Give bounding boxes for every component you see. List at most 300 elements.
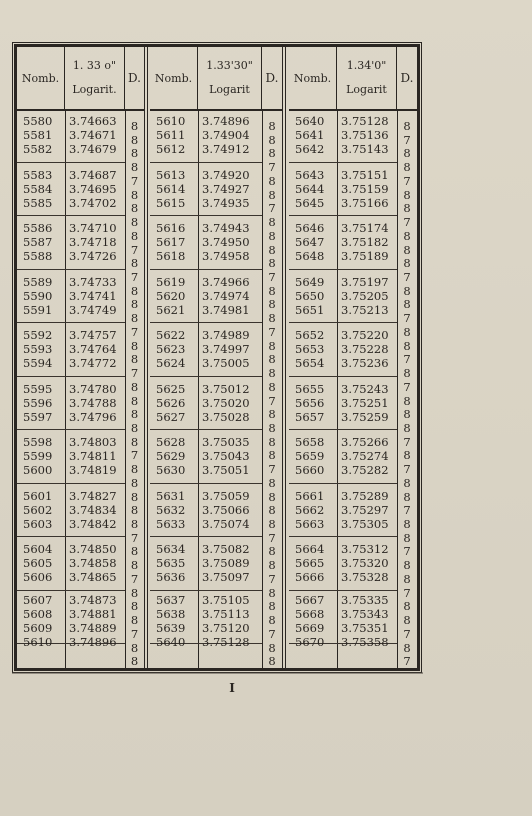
- table-row: [289, 621, 397, 635]
- difference-value: 8: [130, 599, 139, 614]
- number-cell: 5613: [156, 167, 186, 182]
- logarithm-cell: 3.74950: [202, 235, 250, 249]
- table-row: [289, 410, 397, 424]
- row-group: [289, 377, 397, 431]
- nomb-header: Nomb.: [150, 47, 198, 109]
- difference-value: 8: [403, 201, 411, 216]
- difference-value: 8: [130, 434, 139, 449]
- difference-header: D.: [400, 71, 414, 85]
- logarithm-cell: 3.74687: [69, 167, 117, 182]
- number-cell: 5623: [156, 342, 186, 356]
- number-cell: 5634: [156, 542, 186, 556]
- difference-value: 8: [403, 297, 411, 312]
- number-cell: 5640: [156, 634, 186, 649]
- logarithm-cell: 3.75189: [341, 249, 389, 263]
- difference-value: 8: [268, 146, 276, 161]
- difference-value: 8: [268, 640, 276, 655]
- logarithm-cell: 3.74819: [69, 463, 117, 477]
- row-group: [150, 216, 262, 270]
- number-cell: 5628: [156, 435, 186, 449]
- number-cell: 5642: [295, 142, 325, 156]
- difference-value: 8: [268, 585, 276, 600]
- logarithm-cell: 3.74881: [69, 606, 117, 621]
- difference-header: D.: [265, 71, 279, 85]
- number-cell: 5610: [156, 114, 186, 128]
- number-cell: 5655: [295, 381, 325, 396]
- number-cell: 5611: [156, 128, 186, 142]
- row-group: [150, 591, 262, 649]
- difference-value: 7: [268, 393, 276, 408]
- logarithm-cell: 3.75213: [341, 302, 389, 317]
- number-cell: 5612: [156, 142, 186, 156]
- difference-value: 7: [403, 462, 411, 477]
- difference-value: 8: [130, 393, 139, 408]
- row-group: [289, 537, 397, 591]
- difference-value: 8: [403, 448, 411, 463]
- table-row: [150, 635, 262, 649]
- difference-column: [262, 109, 282, 668]
- table-row: [17, 570, 125, 584]
- table-row: [17, 356, 125, 370]
- table-row: [17, 196, 125, 210]
- logarithm-cell: 3.75174: [341, 221, 389, 235]
- difference-value: 8: [403, 393, 411, 408]
- difference-value: 8: [268, 311, 276, 326]
- table-row: [17, 503, 125, 517]
- difference-value: 8: [403, 146, 411, 161]
- logarithm-cell: 3.74733: [69, 274, 117, 289]
- row-group: [289, 163, 397, 217]
- number-cell: 5602: [23, 502, 53, 517]
- table-row: [289, 303, 397, 317]
- logarithm-cell: 3.75035: [202, 435, 250, 449]
- number-cell: 5594: [23, 356, 53, 370]
- number-cell: 5670: [295, 634, 325, 649]
- row-group: [17, 430, 125, 484]
- logarithm-cell: 3.75220: [341, 328, 389, 342]
- number-cell: 5580: [23, 114, 53, 128]
- difference-value: 7: [403, 626, 411, 641]
- difference-value: 8: [268, 407, 276, 422]
- difference-value: 8: [403, 228, 411, 243]
- table-row: [17, 607, 125, 621]
- number-cell: 5599: [23, 449, 53, 463]
- table-row: [289, 342, 397, 356]
- logarithm-cell: 3.75082: [202, 542, 250, 556]
- difference-value: 8: [403, 517, 411, 532]
- row-group: [17, 216, 125, 270]
- table-row: [289, 114, 397, 128]
- difference-value: 7: [268, 201, 276, 216]
- number-cell: 5669: [295, 620, 325, 635]
- logarithm-cell: 3.75335: [341, 592, 389, 607]
- logarithm-cell: 3.75259: [341, 409, 389, 424]
- number-cell: 5624: [156, 356, 186, 370]
- number-cell: 5666: [295, 570, 325, 584]
- table-row: [150, 342, 262, 356]
- angle-label: 1.33'30": [206, 59, 253, 72]
- logarithm-cell: 3.75128: [202, 634, 250, 649]
- table-row: [150, 570, 262, 584]
- difference-value: 8: [403, 338, 411, 353]
- difference-value: 8: [130, 146, 139, 161]
- logarithm-cell: 3.75205: [341, 288, 389, 303]
- logarithm-cell: 3.75113: [202, 606, 250, 621]
- difference-value: 8: [268, 654, 276, 669]
- table-section-1: [17, 47, 148, 668]
- logarithm-cell: 3.75043: [202, 449, 250, 463]
- number-cell: 5610: [23, 634, 53, 649]
- table-row: [17, 517, 125, 531]
- logarithm-cell: 3.74749: [69, 302, 117, 317]
- number-cell: 5629: [156, 449, 186, 463]
- logarithm-cell: 3.75228: [341, 342, 389, 356]
- difference-value: 7: [130, 173, 139, 188]
- number-cell: 5636: [156, 570, 186, 584]
- logarithm-cell: 3.75005: [202, 356, 250, 370]
- logarithm-cell: 3.75243: [341, 381, 389, 396]
- table-row: [150, 489, 262, 503]
- row-group: [17, 270, 125, 324]
- logarithm-cell: 3.75128: [341, 114, 389, 128]
- number-cell: 5589: [23, 274, 53, 289]
- logarithm-cell: 3.74702: [69, 195, 117, 210]
- table-row: [289, 463, 397, 477]
- nomb-header: Nomb.: [17, 47, 65, 109]
- number-cell: 5597: [23, 409, 53, 424]
- row-group: [150, 537, 262, 591]
- table-row: [17, 463, 125, 477]
- logarithm-cell: 3.74796: [69, 409, 117, 424]
- difference-value: 8: [268, 448, 276, 463]
- table-row: [17, 328, 125, 342]
- table-row: [150, 621, 262, 635]
- table-row: [289, 607, 397, 621]
- number-cell: 5616: [156, 221, 186, 235]
- number-cell: 5641: [295, 128, 325, 142]
- row-group: [289, 484, 397, 538]
- number-cell: 5600: [23, 463, 53, 477]
- table-row: [150, 593, 262, 607]
- number-cell: 5581: [23, 128, 53, 142]
- table-row: [289, 570, 397, 584]
- logarithm-cell: 3.75074: [202, 516, 250, 531]
- row-group: [17, 109, 125, 163]
- logarithm-header: [65, 47, 125, 109]
- table-row: [17, 593, 125, 607]
- table-row: [150, 235, 262, 249]
- difference-value: 8: [268, 489, 276, 504]
- table-row: [150, 289, 262, 303]
- difference-value: 8: [403, 366, 411, 381]
- number-cell: 5587: [23, 235, 53, 249]
- number-cell: 5637: [156, 592, 186, 607]
- number-cell: 5590: [23, 288, 53, 303]
- number-cell: 5625: [156, 381, 186, 396]
- logarit-label: Logarit: [209, 83, 250, 96]
- table-row: [289, 235, 397, 249]
- difference-value: 8: [403, 324, 411, 339]
- difference-value: 8: [403, 119, 411, 133]
- logarithm-cell: 3.75312: [341, 542, 389, 556]
- angle-label: 1. 33 o": [72, 59, 117, 72]
- row-group: [289, 591, 397, 649]
- number-cell: 5639: [156, 620, 186, 635]
- difference-value: 7: [403, 379, 411, 394]
- table-row: [150, 463, 262, 477]
- logarithm-cell: 3.74981: [202, 302, 250, 317]
- row-group: [17, 163, 125, 217]
- table-row: [289, 275, 397, 289]
- row-group: [150, 323, 262, 377]
- logarithm-table: [14, 44, 420, 671]
- difference-value: 8: [403, 599, 411, 614]
- logarit-label: Logarit: [346, 83, 387, 96]
- number-cell: 5582: [23, 142, 53, 156]
- difference-value: 7: [130, 626, 139, 641]
- table-row: [17, 142, 125, 156]
- number-cell: 5588: [23, 249, 53, 263]
- number-cell: 5658: [295, 435, 325, 449]
- table-row: [150, 503, 262, 517]
- difference-value: 8: [268, 283, 276, 298]
- difference-value: 7: [130, 571, 139, 586]
- number-cell: 5632: [156, 502, 186, 517]
- table-row: [17, 275, 125, 289]
- logarithm-cell: 3.75136: [341, 128, 389, 142]
- table-row: [150, 114, 262, 128]
- difference-value: 8: [268, 558, 276, 573]
- difference-value: 8: [403, 242, 411, 257]
- logarithm-cell: 3.75166: [341, 195, 389, 210]
- table-row: [150, 275, 262, 289]
- number-cell: 5652: [295, 328, 325, 342]
- logarithm-cell: 3.74757: [69, 328, 117, 342]
- table-row: [17, 168, 125, 182]
- table-row: [289, 542, 397, 556]
- table-row: [17, 382, 125, 396]
- difference-value: 7: [403, 544, 411, 559]
- difference-value: 7: [268, 160, 276, 175]
- difference-value: 8: [403, 640, 411, 655]
- difference-value: 8: [130, 379, 139, 394]
- number-cell: 5596: [23, 395, 53, 410]
- table-row: [289, 435, 397, 449]
- number-cell: 5649: [295, 274, 325, 289]
- table-row: [17, 489, 125, 503]
- logarithm-cell: 3.74718: [69, 235, 117, 249]
- difference-value: 8: [268, 599, 276, 614]
- logarithm-cell: 3.74827: [69, 488, 117, 503]
- table-row: [289, 182, 397, 196]
- difference-value: 7: [268, 626, 276, 641]
- difference-value: 7: [403, 654, 411, 669]
- table-row: [17, 289, 125, 303]
- difference-value: 7: [130, 242, 139, 257]
- difference-value: 8: [268, 187, 276, 202]
- logarithm-cell: 3.75266: [341, 435, 389, 449]
- difference-value: 8: [130, 585, 139, 600]
- difference-value: 8: [130, 256, 139, 271]
- logarithm-cell: 3.74679: [69, 142, 117, 156]
- difference-value: 7: [403, 132, 411, 147]
- logarithm-cell: 3.75182: [341, 235, 389, 249]
- logarithm-cell: 3.75320: [341, 556, 389, 570]
- number-cell: 5618: [156, 249, 186, 263]
- number-cell: 5615: [156, 195, 186, 210]
- logarithm-cell: 3.74803: [69, 435, 117, 449]
- difference-value: 8: [130, 654, 139, 669]
- table-row: [289, 489, 397, 503]
- number-cell: 5621: [156, 302, 186, 317]
- difference-value: 8: [130, 311, 139, 326]
- table-row: [289, 356, 397, 370]
- row-group: [17, 537, 125, 591]
- number-cell: 5663: [295, 516, 325, 531]
- logarithm-cell: 3.74927: [202, 181, 250, 196]
- logarithm-header: [337, 47, 397, 109]
- difference-value: 7: [130, 324, 139, 339]
- number-cell: 5607: [23, 592, 53, 607]
- difference-value: 8: [403, 558, 411, 573]
- column-header: [17, 47, 144, 111]
- number-cell: 5606: [23, 570, 53, 584]
- logarithm-cell: 3.75151: [341, 167, 389, 182]
- difference-value: 8: [268, 173, 276, 188]
- logarithm-cell: 3.74858: [69, 556, 117, 570]
- number-cell: 5584: [23, 181, 53, 196]
- table-row: [150, 168, 262, 182]
- table-row: [17, 114, 125, 128]
- number-cell: 5664: [295, 542, 325, 556]
- number-cell: 5593: [23, 342, 53, 356]
- difference-value: 8: [130, 132, 139, 147]
- logarithm-cell: 3.74726: [69, 249, 117, 263]
- logarithm-cell: 3.75105: [202, 592, 250, 607]
- difference-value: 8: [268, 242, 276, 257]
- difference-value: 8: [130, 613, 139, 628]
- table-row: [17, 303, 125, 317]
- difference-value: 8: [130, 338, 139, 353]
- difference-value: 8: [403, 160, 411, 175]
- table-row: [17, 342, 125, 356]
- number-cell: 5620: [156, 288, 186, 303]
- logarithm-cell: 3.75343: [341, 606, 389, 621]
- difference-value: 7: [130, 366, 139, 381]
- table-row: [289, 221, 397, 235]
- table-row: [17, 410, 125, 424]
- angle-label: 1.34'0": [346, 59, 387, 72]
- table-row: [150, 128, 262, 142]
- number-cell: 5604: [23, 542, 53, 556]
- table-row: [150, 542, 262, 556]
- number-cell: 5650: [295, 288, 325, 303]
- difference-value: 7: [403, 585, 411, 600]
- difference-value: 8: [130, 640, 139, 655]
- logarithm-cell: 3.75159: [341, 181, 389, 196]
- number-cell: 5583: [23, 167, 53, 182]
- number-cell: 5614: [156, 181, 186, 196]
- logarithm-cell: 3.74989: [202, 328, 250, 342]
- row-group: [150, 109, 262, 163]
- logarithm-cell: 3.75012: [202, 381, 250, 396]
- logarithm-cell: 3.75020: [202, 395, 250, 410]
- table-row: [289, 503, 397, 517]
- difference-value: 8: [130, 475, 139, 490]
- table-row: [289, 128, 397, 142]
- number-cell: 5608: [23, 606, 53, 621]
- logarithm-cell: 3.74896: [69, 634, 117, 649]
- number-cell: 5647: [295, 235, 325, 249]
- number-cell: 5657: [295, 409, 325, 424]
- logarithm-cell: 3.74974: [202, 288, 250, 303]
- difference-value: 8: [130, 119, 139, 133]
- difference-value: 8: [403, 283, 411, 298]
- table-row: [289, 556, 397, 570]
- table-row: [17, 449, 125, 463]
- number-cell: 5656: [295, 395, 325, 410]
- number-cell: 5646: [295, 221, 325, 235]
- table-row: [150, 435, 262, 449]
- number-cell: 5592: [23, 328, 53, 342]
- logarithm-cell: 3.75143: [341, 142, 389, 156]
- table-row: [17, 221, 125, 235]
- table-row: [289, 142, 397, 156]
- number-cell: 5644: [295, 181, 325, 196]
- logarithm-cell: 3.75089: [202, 556, 250, 570]
- difference-value: 8: [130, 462, 139, 477]
- logarithm-cell: 3.74920: [202, 167, 250, 182]
- table-row: [150, 356, 262, 370]
- difference-value: 8: [403, 256, 411, 271]
- table-row: [17, 396, 125, 410]
- difference-value: 8: [130, 407, 139, 422]
- row-group: [150, 484, 262, 538]
- row-group: [289, 216, 397, 270]
- table-row: [150, 328, 262, 342]
- logarithm-cell: 3.74873: [69, 592, 117, 607]
- number-cell: 5586: [23, 221, 53, 235]
- row-group: [289, 270, 397, 324]
- logarithm-cell: 3.74958: [202, 249, 250, 263]
- logarithm-cell: 3.75289: [341, 488, 389, 503]
- logarithm-cell: 3.75358: [341, 634, 389, 649]
- difference-value: 8: [130, 503, 139, 518]
- number-cell: 5660: [295, 463, 325, 477]
- logarithm-cell: 3.74834: [69, 502, 117, 517]
- table-row: [150, 410, 262, 424]
- logarithm-cell: 3.75051: [202, 463, 250, 477]
- difference-header: D.: [127, 71, 141, 85]
- table-row: [289, 168, 397, 182]
- table-row: [289, 449, 397, 463]
- number-cell: 5609: [23, 620, 53, 635]
- difference-value: 8: [268, 119, 276, 133]
- number-cell: 5603: [23, 516, 53, 531]
- difference-value: 8: [268, 613, 276, 628]
- row-group: [150, 377, 262, 431]
- table-row: [17, 542, 125, 556]
- table-section-3: [289, 47, 417, 668]
- number-cell: 5626: [156, 395, 186, 410]
- difference-value: 8: [268, 420, 276, 435]
- difference-value: 8: [268, 503, 276, 518]
- table-row: [150, 607, 262, 621]
- logarithm-cell: 3.75282: [341, 463, 389, 477]
- logarithm-cell: 3.75066: [202, 502, 250, 517]
- logarithm-cell: 3.75236: [341, 356, 389, 370]
- number-cell: 5665: [295, 556, 325, 570]
